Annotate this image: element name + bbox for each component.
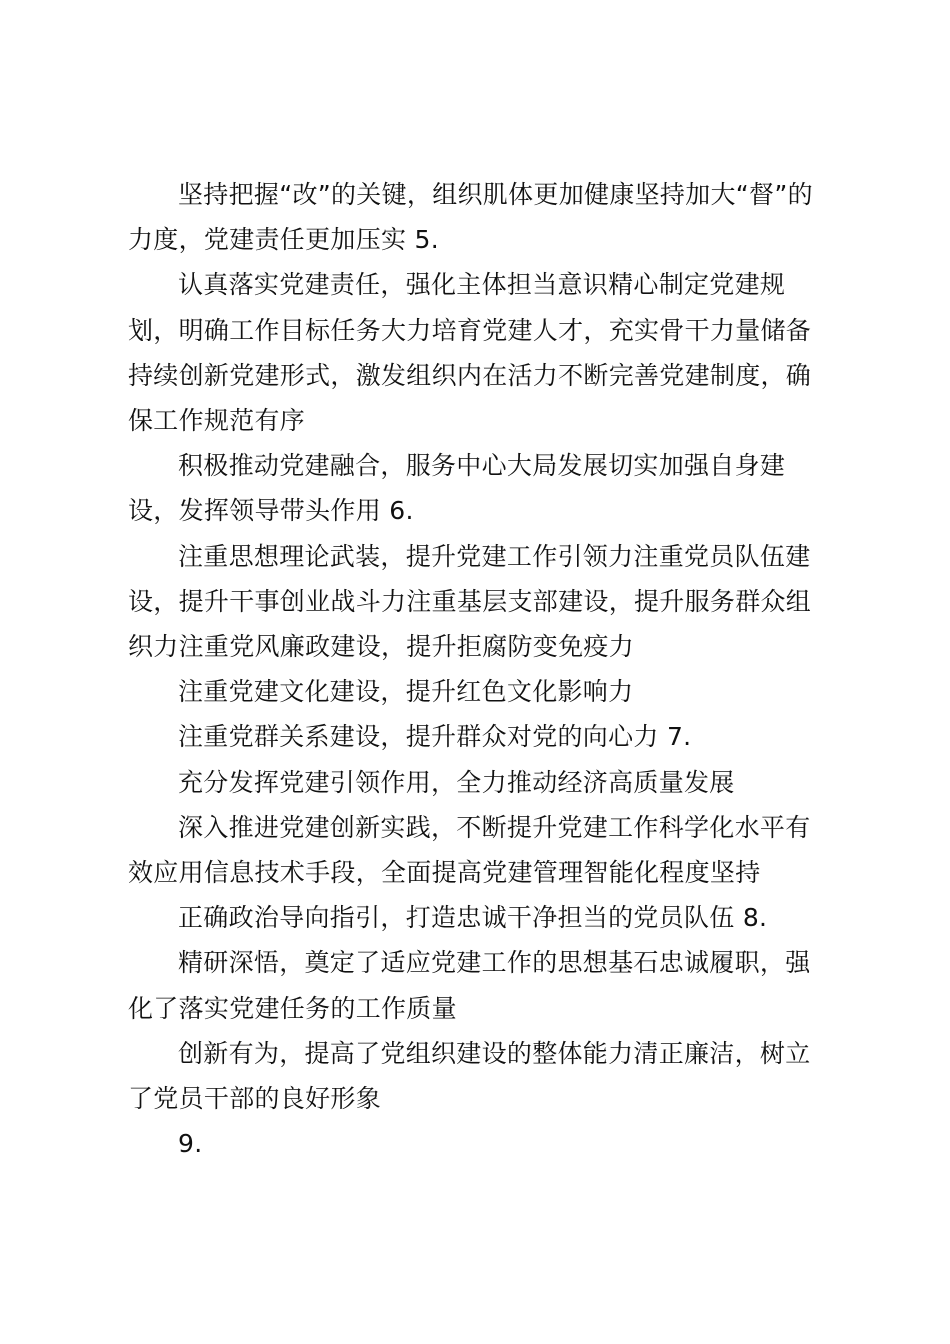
document-body bbox=[128, 172, 828, 1166]
paragraph: 坚持把握“改”的关键，组织肌体更加健康坚持加大“督”的力度，党建责任更加压实 5. bbox=[128, 180, 813, 255]
paragraph: 9. bbox=[178, 1129, 203, 1159]
paragraph: 注重党建文化建设，提升红色文化影响力 bbox=[178, 677, 634, 707]
paragraph: 注重党群关系建设，提升群众对党的向心力 7. bbox=[178, 722, 692, 752]
paragraph: 精研深悟，奠定了适应党建工作的思想基石忠诚履职，强化了落实党建任务的工作质量 bbox=[128, 948, 811, 1023]
paragraph: 积极推动党建融合，服务中心大局发展切实加强自身建设，发挥领导带头作用 6. bbox=[128, 451, 786, 526]
paragraph: 创新有为，提高了党组织建设的整体能力清正廉洁，树立了党员干部的良好形象 bbox=[128, 1038, 811, 1114]
paragraph: 充分发挥党建引领作用，全力推动经济高质量发展 bbox=[178, 767, 735, 797]
paragraph: 认真落实党建责任，强化主体担当意识精心制定党建规划，明确工作目标任务大力培育党建人才，充实骨干力量储备持续创新党建形式，激发组织内在活力不断完善党建制度，确保工作规范有序 bbox=[128, 270, 812, 436]
paragraph: 注重思想理论武装，提升党建工作引领力注重党员队伍建设，提升干事创业战斗力注重基层支部建设，提升服务群众组织力注重党风廉政建设，提升拒腐防变免疫力 bbox=[128, 541, 812, 662]
paragraph: 深入推进党建创新实践，不断提升党建工作科学化水平有效应用信息技术手段，全面提高党建管理智能化程度坚持 bbox=[128, 812, 811, 888]
paragraph: 正确政治导向指引，打造忠诚干净担当的党员队伍 8. bbox=[178, 903, 768, 933]
